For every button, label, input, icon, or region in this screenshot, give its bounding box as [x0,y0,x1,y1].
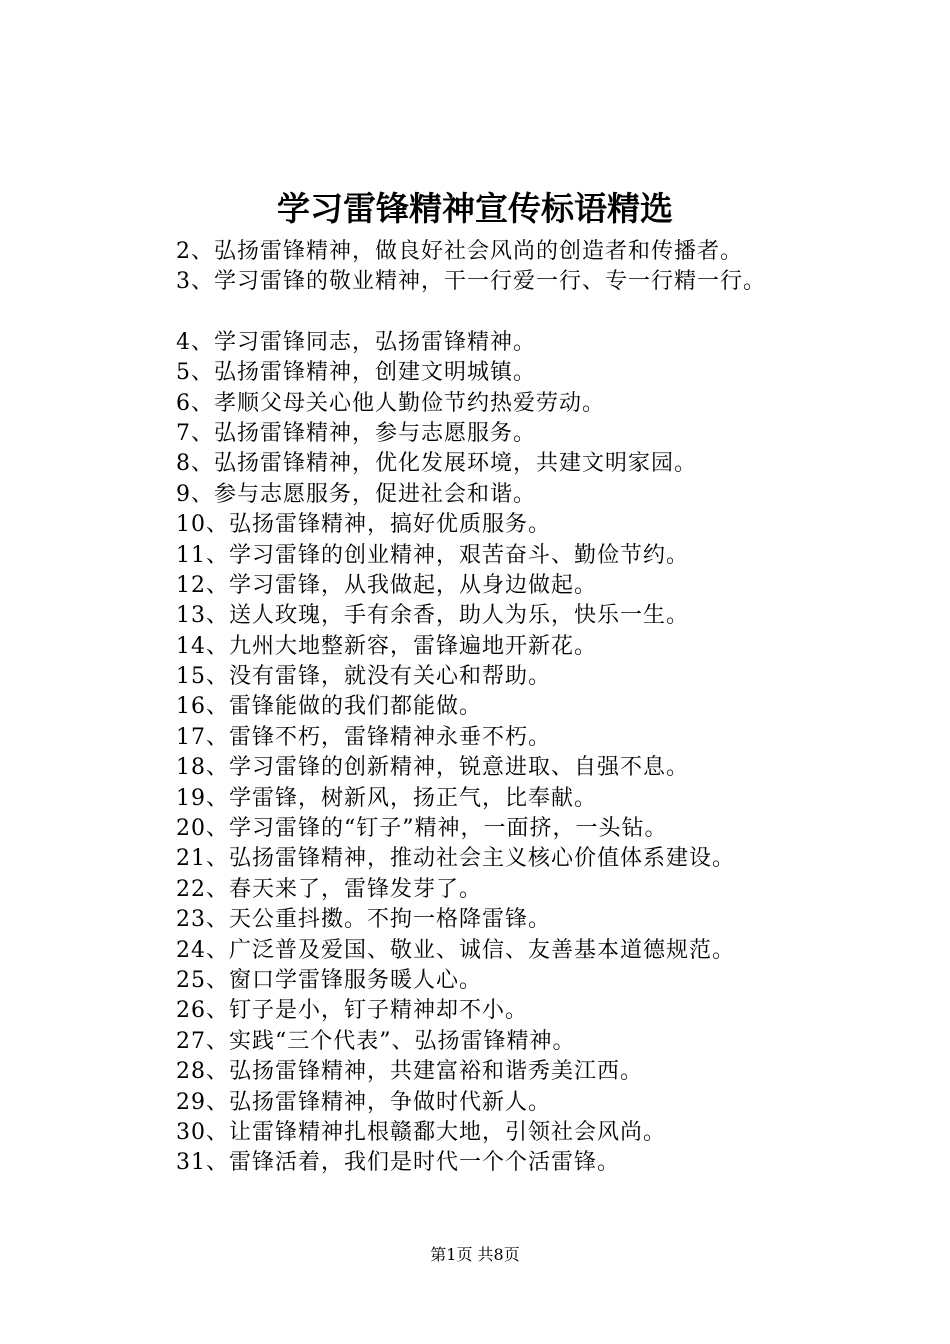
slogan-item: 11、学习雷锋的创业精神，艰苦奋斗、勤俭节约。 [176,542,689,568]
slogan-item: 4、学习雷锋同志，弘扬雷锋精神。 [176,329,536,355]
slogan-item: 18、学习雷锋的创新精神，锐意进取、自强不息。 [176,755,689,781]
page-footer: 第1页 共8页 [430,1245,520,1264]
slogan-list [176,237,766,1179]
slogan-item: 21、弘扬雷锋精神，推动社会主义核心价值体系建设。 [176,846,735,872]
slogan-item: 31、雷锋活着，我们是时代一个个活雷锋。 [176,1150,620,1176]
slogan-item: 15、没有雷锋，就没有关心和帮助。 [176,664,551,690]
slogan-item: 23、天公重抖擞。不拘一格降雷锋。 [176,907,551,933]
slogan-item: 14、九州大地整新容，雷锋遍地开新花。 [176,633,597,659]
slogan-item: 6、孝顺父母关心他人勤俭节约热爱劳动。 [176,390,605,416]
slogan-item: 29、弘扬雷锋精神，争做时代新人。 [176,1089,551,1115]
slogan-item: 28、弘扬雷锋精神，共建富裕和谐秀美江西。 [176,1059,643,1085]
slogan-item: 30、让雷锋精神扎根赣鄱大地，引领社会风尚。 [176,1119,666,1145]
slogan-item: 26、钉子是小，钉子精神却不小。 [176,998,528,1024]
slogan-item: 27、实践“三个代表”、弘扬雷锋精神。 [176,1028,576,1054]
slogan-item: 9、参与志愿服务，促进社会和谐。 [176,481,536,507]
slogan-item: 19、学雷锋，树新风，扬正气，比奉献。 [176,785,597,811]
slogan-item: 5、弘扬雷锋精神，创建文明城镇。 [176,360,536,386]
slogan-item: 25、窗口学雷锋服务暖人心。 [176,967,482,993]
slogan-item: 8、弘扬雷锋精神，优化发展环境，共建文明家园。 [176,451,697,477]
slogan-item: 22、春天来了，雷锋发芽了。 [176,876,482,902]
slogan-item: 13、送人玫瑰，手有余香，助人为乐，快乐一生。 [176,603,689,629]
slogan-item: 24、广泛普及爱国、敬业、诚信、友善基本道德规范。 [176,937,735,963]
slogan-item: 2、弘扬雷锋精神，做良好社会风尚的创造者和传播者。 [176,239,743,264]
slogan-item: 12、学习雷锋，从我做起，从身边做起。 [176,572,597,598]
slogan-item: 10、弘扬雷锋精神，搞好优质服务。 [176,512,551,538]
document-title: 学习雷锋精神宣传标语精选 [277,189,673,228]
slogan-item: 3、学习雷锋的敬业精神，干一行爱一行、专一行精一行。 [176,269,766,295]
slogan-item: 17、雷锋不朽，雷锋精神永垂不朽。 [176,724,551,750]
slogan-item: 20、学习雷锋的“钉子”精神，一面挤，一头钻。 [176,816,668,842]
slogan-item: 7、弘扬雷锋精神，参与志愿服务。 [176,420,536,446]
slogan-item: 16、雷锋能做的我们都能做。 [176,694,482,720]
